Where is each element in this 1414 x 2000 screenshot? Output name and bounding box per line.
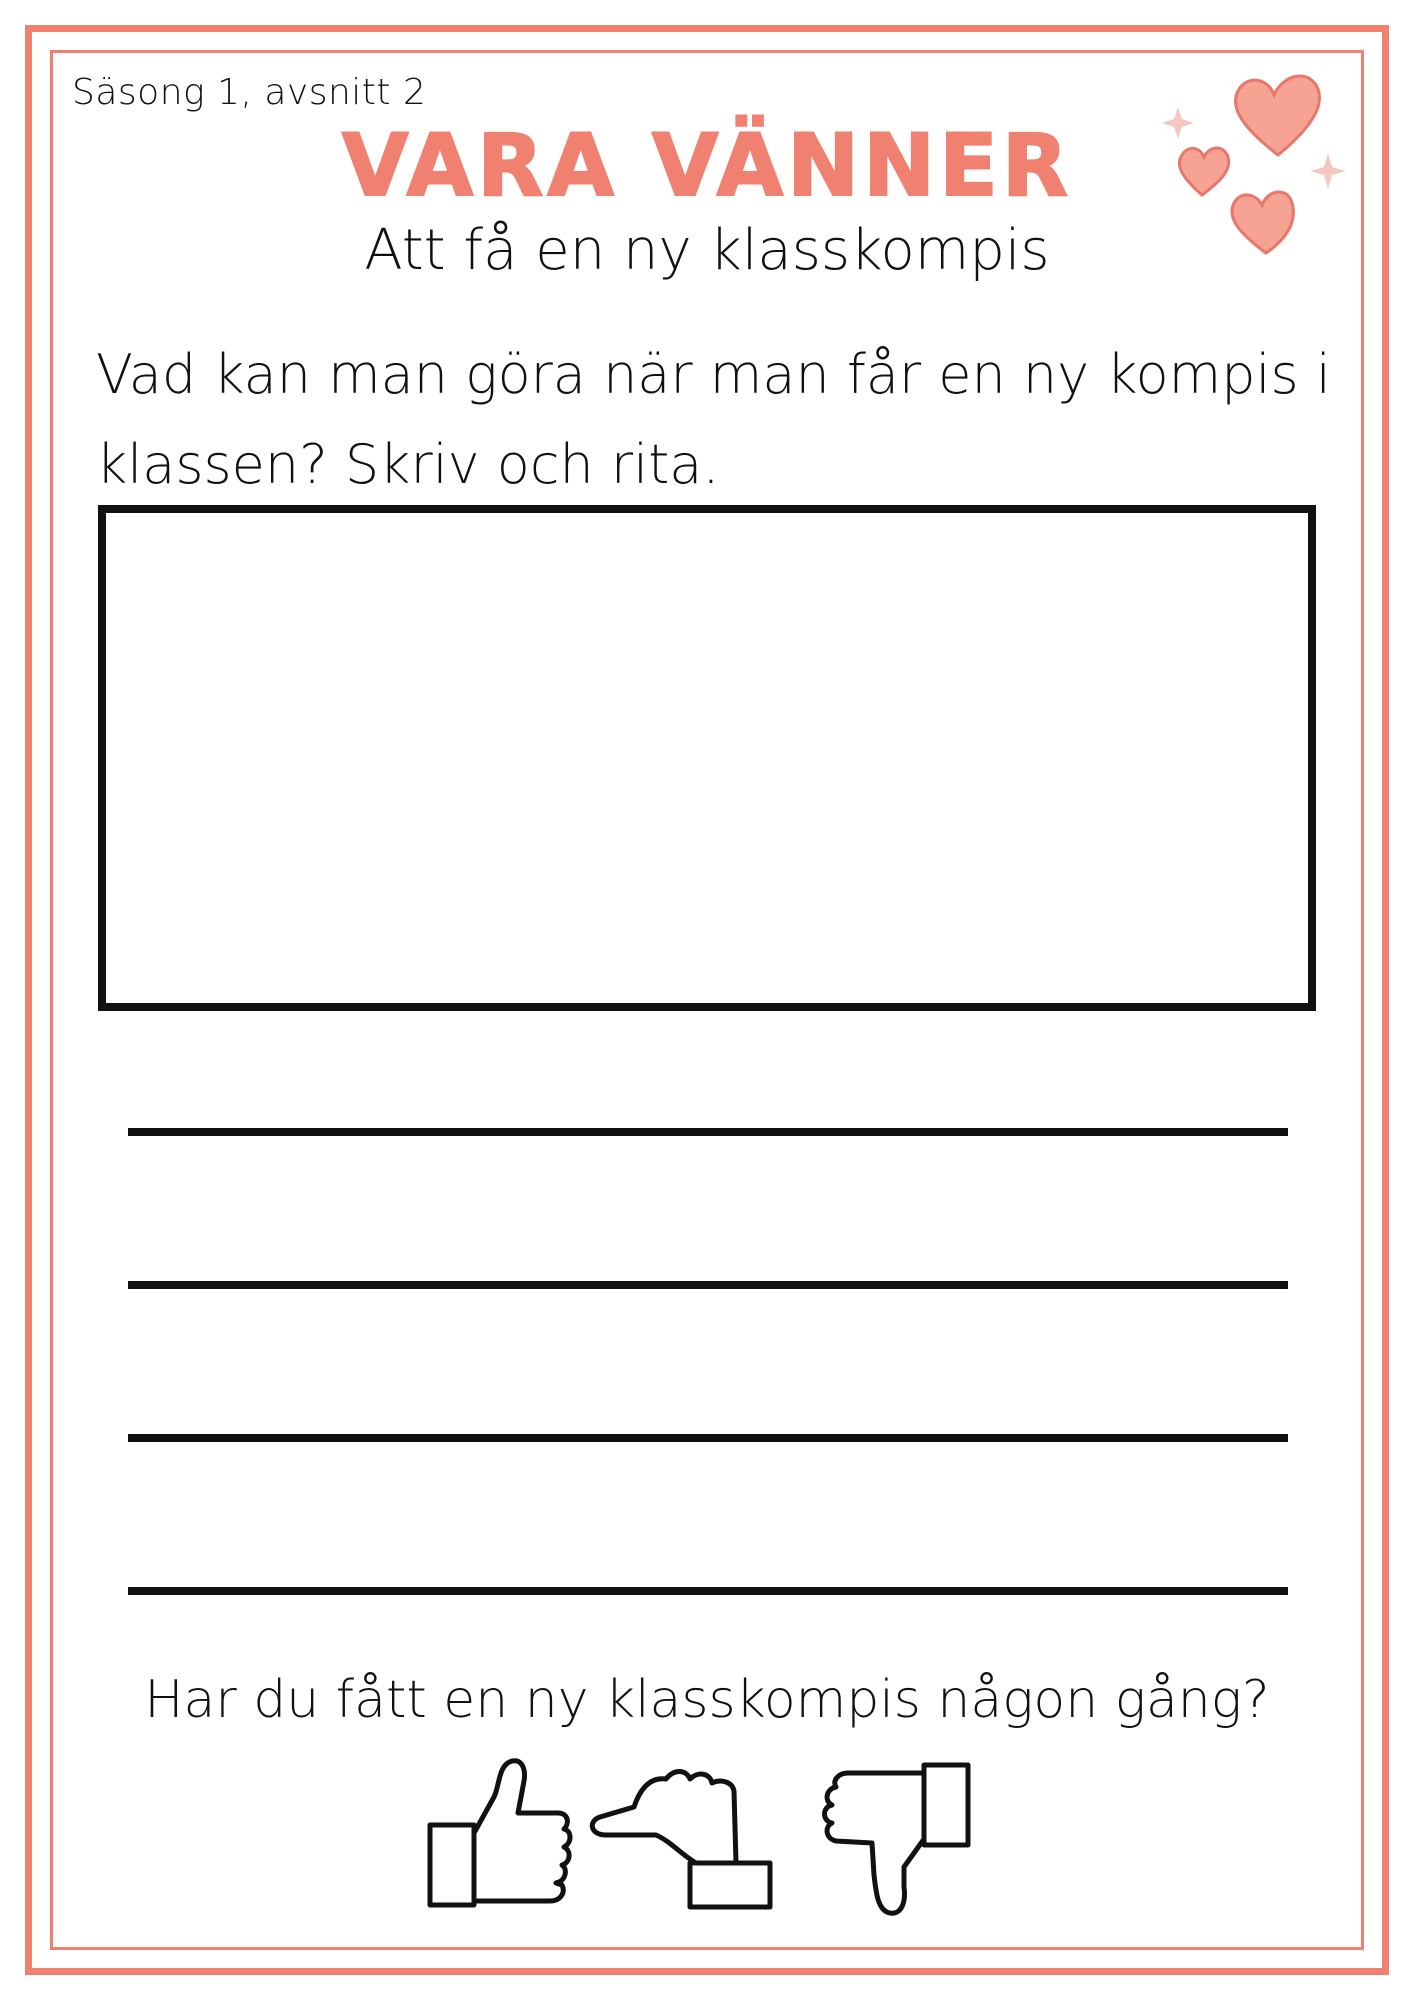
drawing-area[interactable] [98,505,1316,1011]
writing-line[interactable] [128,1434,1288,1442]
thumbs-sideways-icon[interactable] [592,1772,770,1908]
page-subtitle: Att få en ny klasskompis [364,218,1050,283]
writing-line[interactable] [128,1587,1288,1595]
season-label: Säsong 1, avsnitt 2 [72,72,427,113]
writing-line[interactable] [128,1281,1288,1289]
writing-line[interactable] [128,1128,1288,1136]
page-title: VARA VÄNNER [341,116,1073,216]
thumbs-down-icon[interactable] [825,1765,969,1913]
rating-options [420,1755,1000,1925]
thumbs-up-icon[interactable] [430,1761,570,1905]
task-question: Vad kan man göra när man får en ny kompis i klassen? Skriv och rita. [96,343,1331,496]
rating-question: Har du fått en ny klasskompis någon gång? [144,1670,1270,1730]
